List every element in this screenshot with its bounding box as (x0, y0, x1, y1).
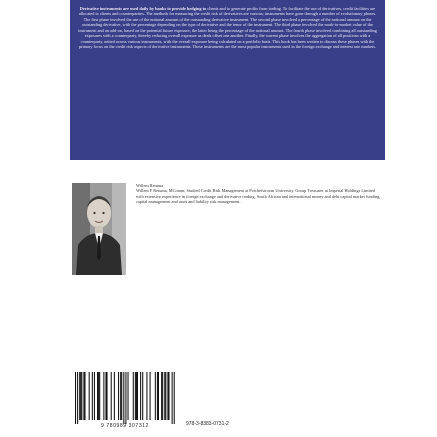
barcode-bar (94, 372, 95, 420)
barcode-bar (168, 372, 169, 420)
blurb-panel (70, 0, 385, 160)
barcode-bar (80, 372, 81, 420)
barcode-bar (165, 372, 166, 420)
barcode-block (70, 372, 180, 430)
barcode-digits: 9 780989 307312 (101, 423, 149, 429)
barcode-bar (120, 372, 121, 420)
barcode-bar (97, 372, 98, 420)
blurb-lead: Derivative instruments are used daily by banks to provide hedging to (79, 6, 207, 11)
barcode-bar (155, 372, 156, 420)
barcode-bar (84, 372, 85, 420)
barcode-bar (172, 372, 173, 424)
barcode-bar (136, 372, 137, 420)
barcode-bar (133, 372, 134, 420)
blurb-text (78, 6, 377, 50)
author-portrait-icon (72, 183, 126, 275)
barcode-bar (98, 372, 99, 420)
ean-13-barcode-icon (70, 372, 180, 424)
barcode-bar (137, 372, 138, 420)
barcode-bar (164, 372, 165, 420)
barcode-bar (125, 372, 126, 424)
barcode-bar (167, 372, 168, 420)
barcode-bar (121, 372, 122, 420)
barcode-bar (114, 372, 115, 420)
barcode-bar (89, 372, 90, 420)
author-name: Willem Retuma (136, 183, 164, 188)
blurb-body: clients and to generate profits from trading. To facilitate the use of derivatives, credit facilities are allocated to clients and counterparties. The methods for measuring the credit risk of derivatives are various; instruments have gone through a number of evolutionary phases. The first phase involved the use of the notional amount of the outstanding derivative instrument. The second phase involved a percentage of the notional amount on the outstanding derivative, with the percentage depending on the type of derivative and the tenor of the instrument. The third phase involved the mark-to-market value of the instrument and an add-on, based on the potential future exposure, the latter being the percentage of the notional amount. The fourth phase involved combining all outstanding exposures with a counterparty, thereby reducing overall exposure as deals offset one another. Finally, the current phase involves the aggregation of all positions with a counterparty, netted across various instruments, with the overall exposure being calculated on a portfolio basis. This book has been written to discuss these phases with the primary focus on the credit risk aspects of derivative instruments. These instruments are the most popular instruments used in the foreign exchange and interest rate markets. (78, 6, 377, 50)
barcode-bar (83, 372, 84, 420)
barcode-bar (146, 372, 147, 420)
author-section (72, 183, 392, 275)
barcode-bar (161, 372, 162, 420)
barcode-bar (162, 372, 163, 420)
barcode-bar (118, 372, 119, 420)
barcode-bar (92, 372, 93, 420)
barcode-bar (111, 372, 112, 420)
barcode-bar (75, 372, 76, 424)
barcode-bar (158, 372, 159, 420)
barcode-bar (123, 372, 124, 424)
barcode-bar (81, 372, 82, 420)
isbn-text: 978-3-8383-0731-2 (186, 421, 229, 427)
barcode-bar (128, 372, 129, 420)
barcode-bar (140, 372, 141, 420)
barcode-bar (135, 372, 136, 420)
barcode-bar (142, 372, 143, 420)
barcode-bar (99, 372, 100, 420)
barcode-bar (150, 372, 151, 420)
barcode-bar (79, 372, 80, 420)
barcode-bar (174, 372, 175, 424)
barcode-bar (157, 372, 158, 420)
barcode-bar (107, 372, 108, 420)
barcode-bar (105, 372, 106, 420)
barcode-bar (103, 372, 104, 420)
barcode-bar (77, 372, 78, 424)
author-bio: Willem F Retuma, MComm; Studied Credit Risk Management at Potchefstroom University. Group Treasurer at Imperial Holdings Limited with extensive experience in foreign exchange and derivative trading, South African and international money and debt capital market funding, capital management and asset and liability risk management. (136, 188, 381, 204)
author-photo (72, 183, 126, 275)
